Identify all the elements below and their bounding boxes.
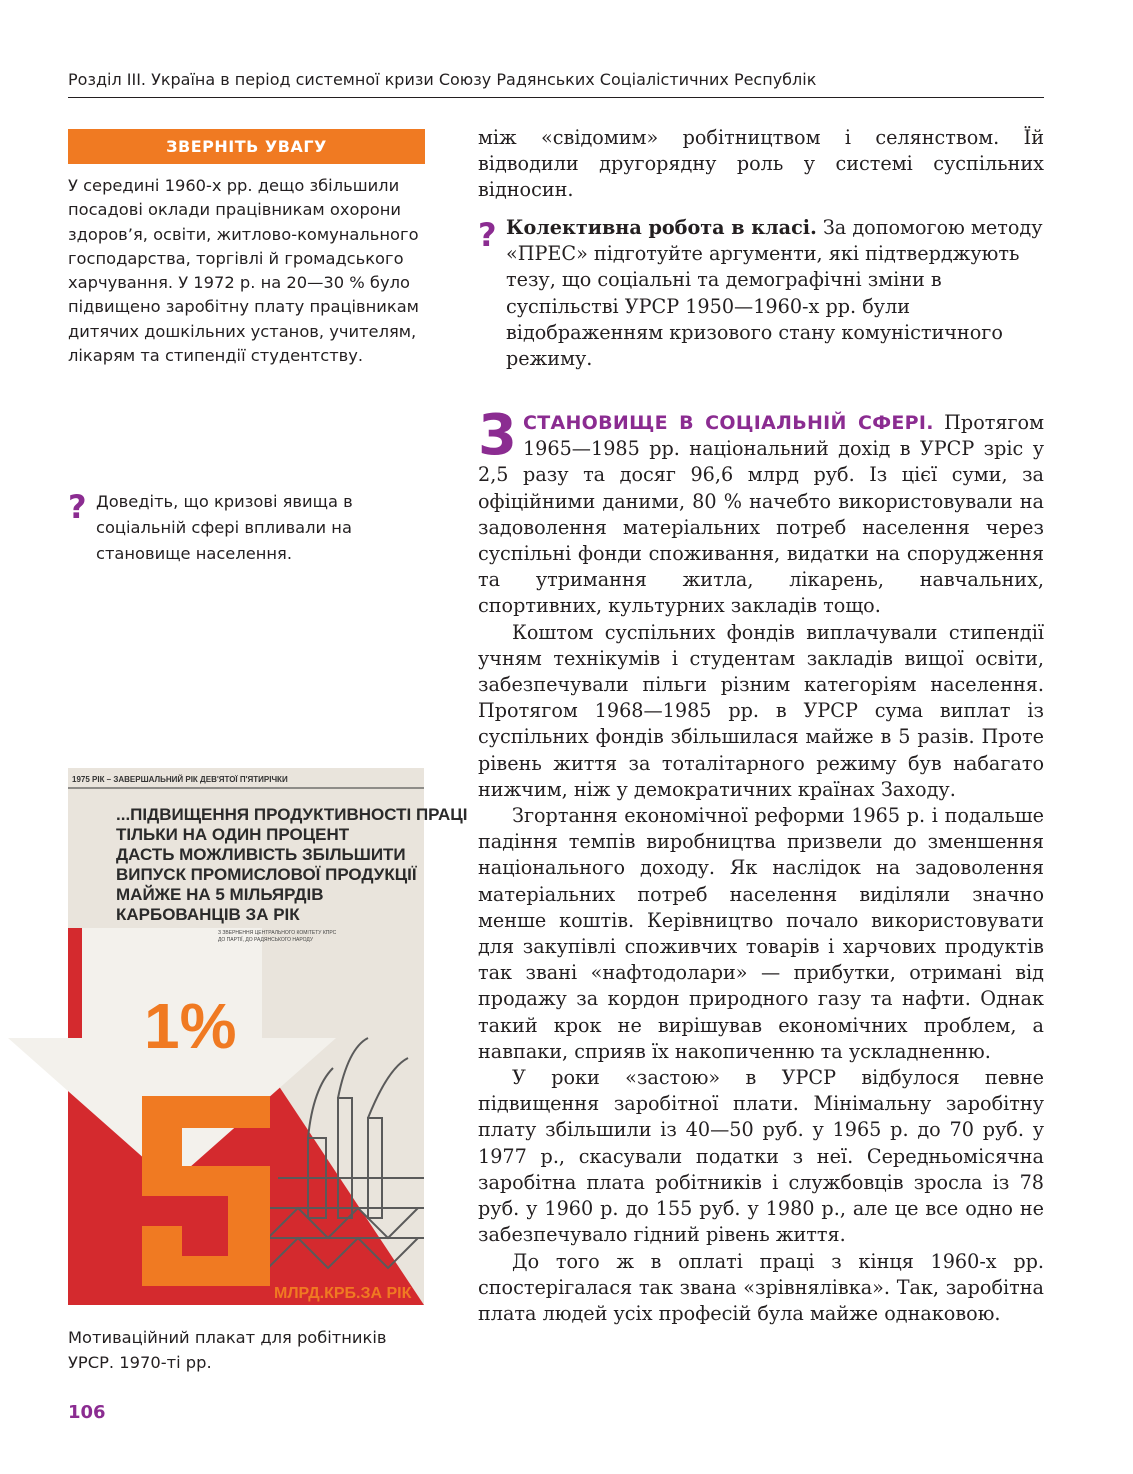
page-number: 106 [68,1402,106,1423]
intro-text: між «свідомим» робітництвом і селянством. Їй відводили другорядну роль у системі суспільних відносин. [478,126,1044,202]
class-task [478,215,1044,372]
poster-line: МАЙЖЕ НА 5 МІЛЬЯРДІВ [116,885,324,904]
poster-percent: 1% [144,990,237,1062]
section-number: 3 [478,403,517,468]
section-3 [478,403,1044,1327]
poster-line: КАРБОВАНЦІВ ЗА РІК [116,905,300,924]
section-lead [478,403,1044,620]
poster-source-line: З ЗВЕРНЕННЯ ЦЕНТРАЛЬНОГО КОМІТЕТУ КПРС [218,930,337,936]
poster-line: ДАСТЬ МОЖЛИВІСТЬ ЗБІЛЬШИТИ [116,845,406,864]
attention-text: У середині 1960-х рр. дещо збільшили посадові оклади працівникам охорони здоров’я, освіти, житлово-комунального господарства, торгівлі й громадського харчування. У 1972 р. на 20—30 % було підвищено заробітну плату працівникам дитячих дошкільних установ, учителям, лікарям та стипендії студентству. [68,176,419,366]
section-paragraph: Згортання економічної реформи 1965 р. і подальше падіння темпів виробництва призвели до зменшення національного доходу. Як наслідок на задоволення матеріальних потреб населення виділяли значно менше коштів. Керівництво почало використовувати для закупівлі споживчих товарів і харчових продуктів так звані «нафтодолари» — прибутки, отримані від продажу за кордон природного газу та нафти. Однак такий крок не вирішував економічних проблем, а навпаки, сприяв їх накопиченню та ускладненню. [478,804,1044,1063]
big-five-shape [142,1096,270,1286]
poster-header: 1975 РІК – ЗАВЕРШАЛЬНИЙ РІК ДЕВ'ЯТОЇ П'ЯТИРІЧКИ [72,775,288,784]
side-question-text: Доведіть, що кризові явища в соціальній сфері впливали на становище населення. [96,492,353,563]
attention-heading: ЗВЕРНІТЬ УВАГУ [68,129,425,164]
section-paragraph: Коштом суспільних фондів виплачували стипендії учням технікумів і студентам закладів вищої освіти, забезпечували пільги різним категоріям населення. Протягом 1968—1985 рр. в УРСР сума виплат із суспільних фондів збільшилася майже в 5 разів. Проте рівень життя за тоталітарного режиму був набагато нижчим, ніж у демократичних країнах Заходу. [478,620,1044,801]
image-caption: Мотиваційний плакат для робітників УРСР. 1970-ті рр. [68,1328,387,1372]
poster-line: ВИПУСК ПРОМИСЛОВОЇ ПРОДУКЦІЇ [116,865,417,884]
class-task-body: За допомогою методу «ПРЕС» підготуйте аргументи, які підтверджують тезу, що соціальні та демографічні зміни в суспільстві УРСР 1950—1960-х рр. були відображенням кризового стану комуністичного режиму. [506,216,1043,371]
class-task-text [478,215,1044,372]
poster-bottom-label: МЛРД.КРБ.ЗА РІК [274,1285,412,1302]
poster-illustration [68,768,468,1305]
question-mark-icon: ? [478,216,497,254]
poster-source-line: ДО ПАРТІЇ, ДО РАДЯНСЬКОГО НАРОДУ [218,937,313,943]
poster-line: ...ПІДВИЩЕННЯ ПРОДУКТИВНОСТІ ПРАЦІ [116,805,468,824]
running-head: Розділ ІІІ. Україна в період системної кризи Союзу Радянських Соціалістичних Республік [68,70,1044,98]
section-lead-text: Протягом 1965—1985 рр. національний дохід в УРСР зріс у 2,5 разу та досяг 96,6 млрд руб. Із цієї суми, за офіційними даними, 80 % начебто використовували на задоволення матеріальних потреб населення через суспільні фонди споживання, видатки на спорудження та утримання житла, лікарень, навчальних, спортивних, культурних закладів тощо. [478,411,1044,618]
section-title: СТАНОВИЩЕ В СОЦІАЛЬНІЙ СФЕРІ. [522,412,934,434]
question-mark-icon: ? [68,488,87,526]
section-paragraph: До того ж в оплаті праці з кінця 1960-х рр. спостерігалася так звана «зрівнялівка». Так, заробітна плата людей усіх професій була майже однаковою. [478,1249,1044,1325]
class-task-bold: Колективна робота в класі. [506,216,817,239]
intro-paragraph [478,125,1044,204]
section-paragraph: У роки «застою» в УРСР відбулося певне підвищення заробітної плати. Мінімальну заробітну плату збільшили із 40—50 руб. у 1965 р. до 70 руб. у 1977 р., скасували податки з неї. Середньомісячна заробітна плата робітників і службовців зросла із 78 руб. у 1960 р. до 155 руб. у 1980 р., але це все одно не забезпечувало гідний рівень життя. [478,1066,1044,1247]
poster-line: ТІЛЬКИ НА ОДИН ПРОЦЕНТ [116,825,350,844]
side-question [68,489,408,567]
poster-image [68,768,468,1305]
